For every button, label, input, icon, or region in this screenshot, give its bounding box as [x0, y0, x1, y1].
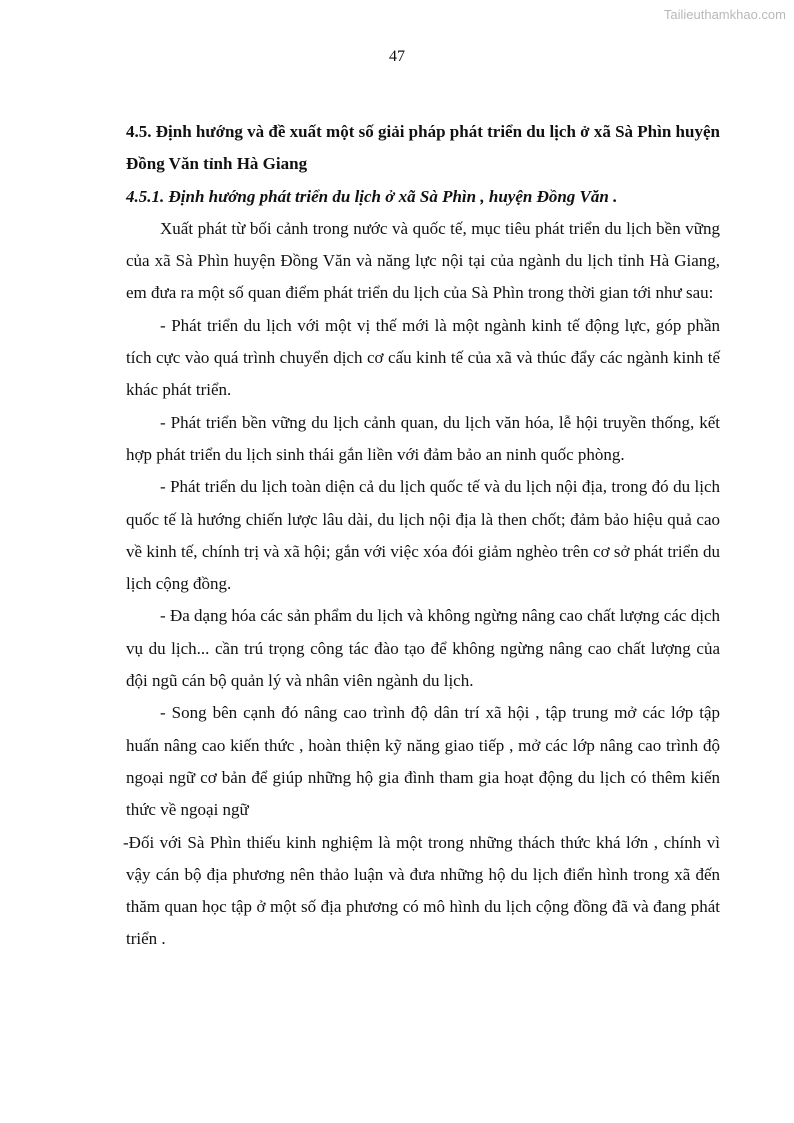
- paragraph-point-4: - Đa dạng hóa các sản phẩm du lịch và không ngừng nâng cao chất lượng các dịch vụ du lịch... cần trú trọng công tác đào tạo để không ngừng nâng cao chất lượng của đội ngũ cán bộ quản lý và nhân viên ngành du lịch.: [126, 606, 720, 691]
- paragraph-point-1: - Phát triển du lịch với một vị thế mới là một ngành kinh tế động lực, góp phần tích cực vào quá trình chuyển dịch cơ cấu kinh tế của xã và thúc đẩy các ngành kinh tế khác phát triển.: [126, 315, 720, 400]
- paragraph-point-5: - Song bên cạnh đó nâng cao trình độ dân trí xã hội , tập trung mở các lớp tập huấn nâng cao kiến thức , hoàn thiện kỹ năng giao tiếp , mở các lớp nâng cao trình độ ngoại ngữ cơ bản để giúp những hộ gia đình tham gia hoạt động du lịch có thêm kiến thức về ngoại ngữ: [126, 703, 720, 820]
- document-body: [123, 116, 720, 956]
- subsection-heading: 4.5.1. Định hướng phát triển du lịch ở xã Sà Phìn , huyện Đồng Văn .: [126, 186, 618, 206]
- section-heading: 4.5. Định hướng và đề xuất một số giải pháp phát triển du lịch ở xã Sà Phìn huyện Đồng Văn tỉnh Hà Giang: [126, 122, 720, 174]
- paragraph-point-2: - Phát triển bền vững du lịch cảnh quan, du lịch văn hóa, lễ hội truyền thống, kết hợp phát triển du lịch sinh thái gắn liền với đảm bảo an ninh quốc phòng.: [126, 412, 720, 464]
- page-number: 47: [389, 48, 405, 65]
- paragraph-point-6: -Đối với Sà Phìn thiếu kinh nghiệm là một trong những thách thức khá lớn , chính vì vậy cán bộ địa phương nên thảo luận và đưa những hộ du lịch điển hình trong xã đến thăm quan học tập ở một số địa phương có mô hình du lịch cộng đồng đã và đang phát triển .: [123, 832, 720, 949]
- watermark: Tailieuthamkhao.com: [663, 7, 786, 22]
- paragraph-intro: Xuất phát từ bối cảnh trong nước và quốc tế, mục tiêu phát triển du lịch bền vững của xã Sà Phìn huyện Đồng Văn và năng lực nội tại của ngành du lịch tỉnh Hà Giang, em đưa ra một số quan điểm phát triển du lịch của Sà Phìn trong thời gian tới như sau:: [126, 218, 720, 303]
- paragraph-point-3: - Phát triển du lịch toàn diện cả du lịch quốc tế và du lịch nội địa, trong đó du lịch quốc tế là hướng chiến lược lâu dài, du lịch nội địa là then chốt; đảm bảo hiệu quả cao về kinh tế, chính trị và xã hội; gắn với việc xóa đói giảm nghèo trên cơ sở phát triển du lịch cộng đồng.: [126, 477, 720, 594]
